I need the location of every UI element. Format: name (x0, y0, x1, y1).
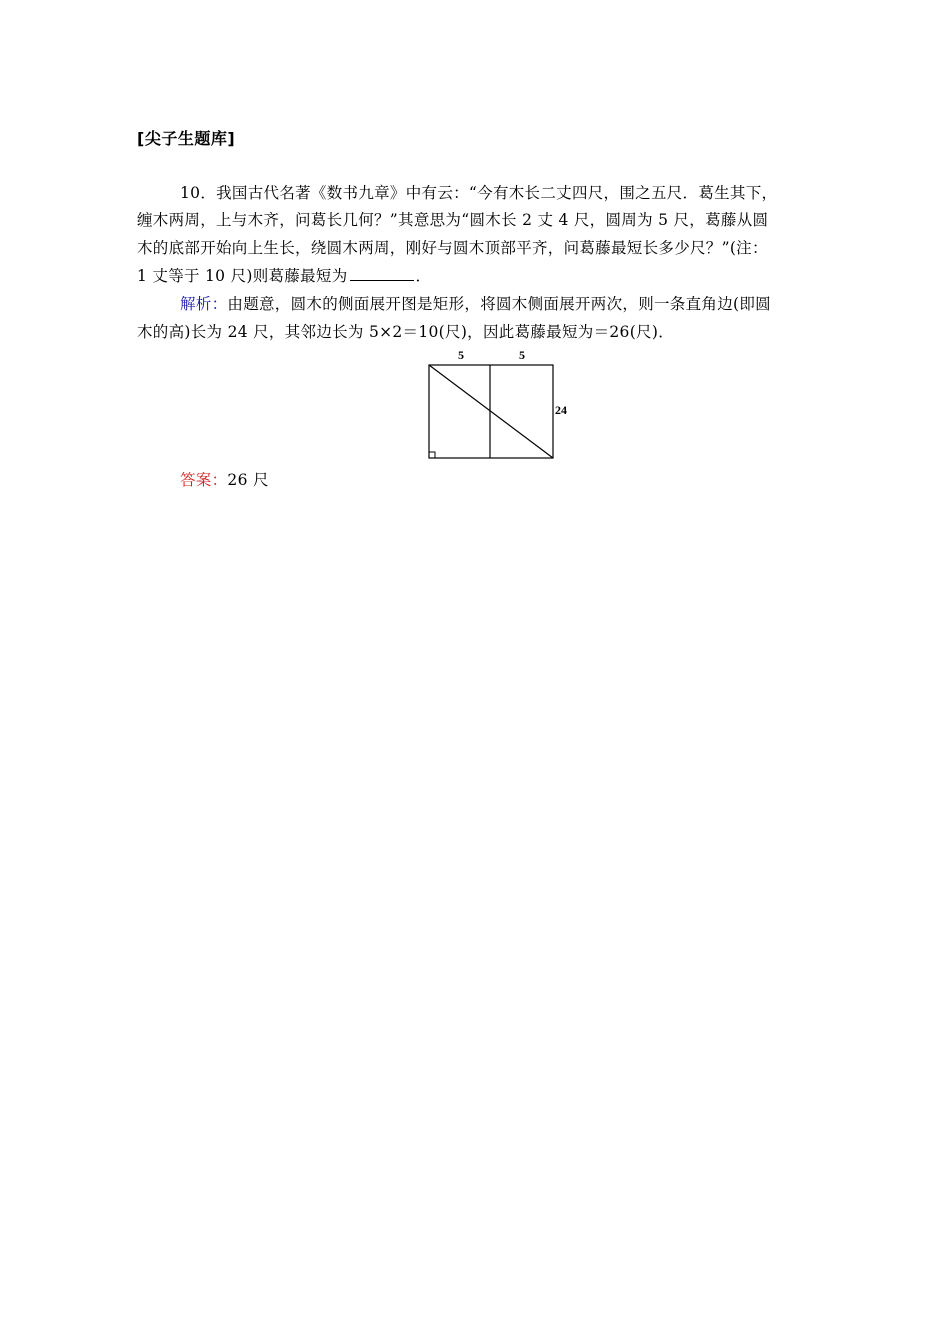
analysis-text-1: 由题意，圆木的侧面展开图是矩形，将圆木侧面展开两次，则一条直角边(即圆 (227, 295, 771, 313)
diagonal-line (429, 365, 553, 458)
answer-label: 答案： (180, 471, 228, 489)
side-label: 24 (555, 403, 567, 417)
answer-value: 26 尺 (227, 471, 269, 489)
unrolled-cylinder-figure (420, 346, 590, 466)
analysis-line-1 (180, 294, 771, 314)
top-label-left: 5 (458, 348, 464, 362)
problem-line-3: 木的底部开始向上生长，绕圆木两周，刚好与圆木顶部平齐，问葛藤最短长多少尺？”(注： (137, 239, 768, 257)
top-label-right: 5 (519, 348, 525, 362)
section-header: [尖子生题库] (137, 129, 236, 148)
problem-line-4-text: 1 丈等于 10 尺)则葛藤最短为 (137, 267, 348, 285)
answer-blank (350, 266, 414, 281)
problem-line-4-end: ． (415, 267, 432, 285)
figure-svg (420, 346, 590, 466)
right-angle-mark (429, 452, 435, 458)
problem-line-4 (137, 266, 431, 286)
answer-line (180, 470, 269, 490)
problem-line-2: 缠木两周，上与木齐，问葛长几何？”其意思为“圆木长 2 丈 4 尺，圆周为 5 尺，葛藤从圆 (137, 211, 769, 229)
analysis-line-2: 木的高)长为 24 尺，其邻边长为 5×2＝10(尺)，因此葛藤最短为＝26(尺)． (137, 323, 674, 341)
analysis-label: 解析： (180, 295, 228, 313)
problem-line-1: 10．我国古代名著《数书九章》中有云：“今有木长二丈四尺，围之五尺．葛生其下， (180, 184, 778, 202)
